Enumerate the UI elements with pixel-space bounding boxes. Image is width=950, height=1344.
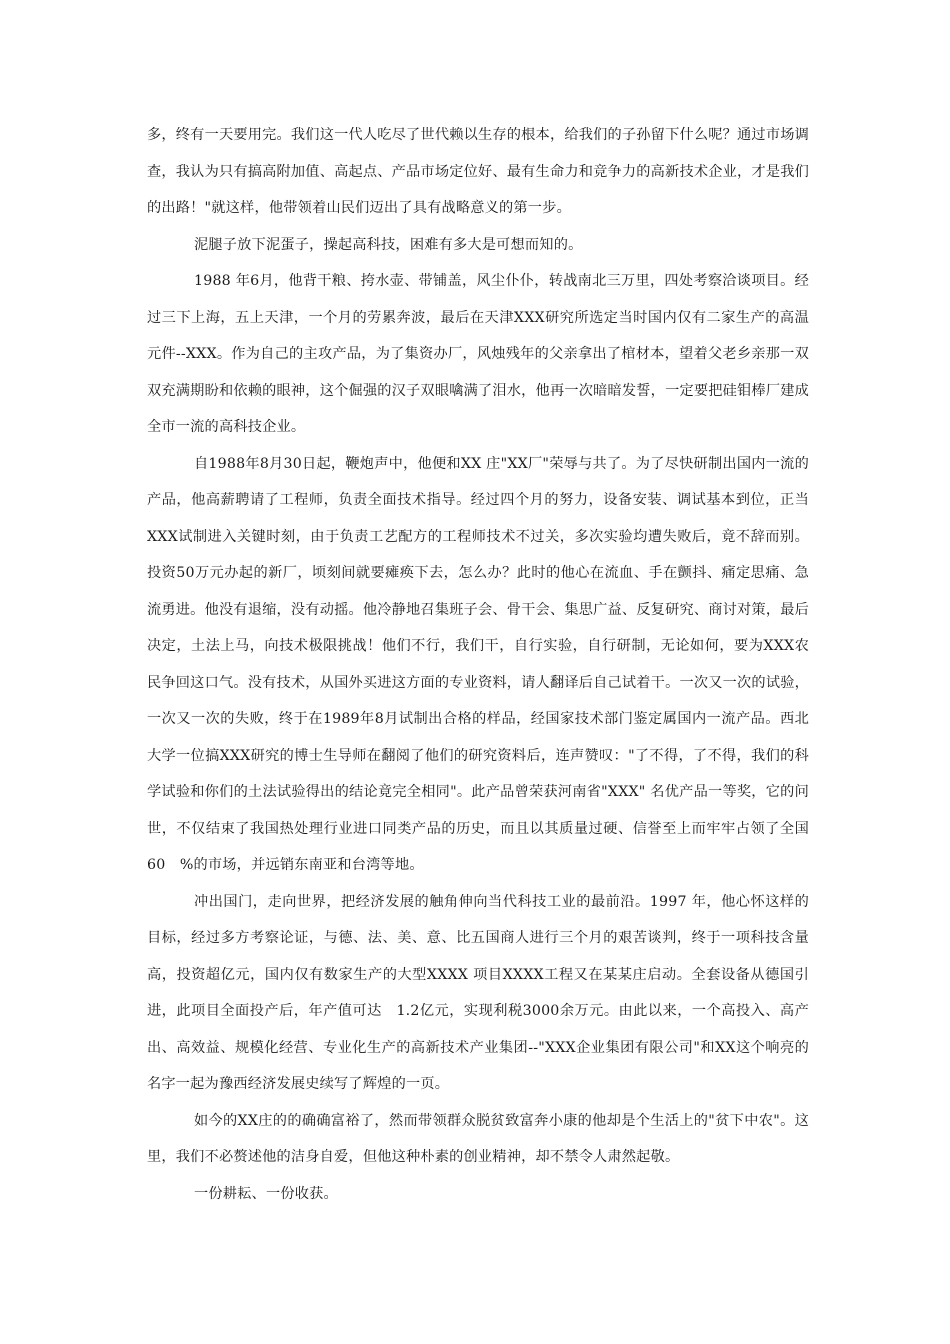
paragraph-5: 冲出国门，走向世界，把经济发展的触角伸向当代科技工业的最前沿。1997 年，他心怀这样的目标，经过多方考察论证，与德、法、美、意、比五国商人进行三个月的艰苦谈判，终于一项科技含量高，投资超亿元，国内仅有数家生产的大型XXXX 项目XXXX工程又在某某庄启动。全套设备从德国引进，此项目全面投产后，年产值可达 1.2亿元，实现利税3000余万元。由此以来，一个高投入、高产出、高效益、规模化经营、专业化生产的高新技术产业集团--"XXX企业集团有限公司"和XX这个响亮的名字一起为豫西经济发展史续写了辉煌的一页。 (147, 893, 809, 1092)
paragraph-4: 自1988年8月30日起，鞭炮声中，他便和XX 庄"XX厂"荣辱与共了。为了尽快研制出国内一流的产品，他高薪聘请了工程师，负责全面技术指导。经过四个月的努力，设备安装、调试基本到位，正当XXX试制进入关键时刻，由于负责工艺配方的工程师技术不过关，多次实验均遭失败后，竟不辞而别。投资50万元办起的新厂，顷刻间就要瘫痪下去，怎么办？此时的他心在流血、手在颤抖、痛定思痛、急流勇进。他没有退缩，没有动摇。他冷静地召集班子会、骨干会、集思广益、反复研究、商讨对策，最后决定，土法上马，向技术极限挑战！他们不行，我们干，自行实验，自行研制，无论如何，要为XXX农民争回这口气。没有技术，从国外买进这方面的专业资料，请人翻译后自己试着干。一次又一次的试验，一次又一次的失败，终于在1989年8月试制出合格的样品，经国家技术部门鉴定属国内一流产品。西北大学一位搞XXX研究的博士生导师在翻阅了他们的研究资料后，连声赞叹："了不得，了不得，我们的科学试验和你们的土法试验得出的结论竟完全相同"。此产品曾荣获河南省"XXX" 名优产品一等奖，它的问世，不仅结束了我国热处理行业进口同类产品的历史，而且以其质量过硬、信誉至上而牢牢占领了全国60 %的市场，并远销东南亚和台湾等地。 (147, 455, 809, 873)
paragraph-3: 1988 年6月，他背干粮、挎水壶、带铺盖，风尘仆仆，转战南北三万里，四处考察洽谈项目。经过三下上海，五上天津，一个月的劳累奔波，最后在天津XXX研究所选定当时国内仅有二家生产的高温元件--XXX。作为自己的主攻产品，为了集资办厂，风烛残年的父亲拿出了棺材本，望着父老乡亲那一双双充满期盼和依赖的眼神，这个倔强的汉子双眼噙满了泪水，他再一次暗暗发誓，一定要把硅钼棒厂建成全市一流的高科技企业。 (147, 273, 809, 435)
document-body (147, 117, 809, 1212)
paragraph-6: 如今的XX庄的的确确富裕了，然而带领群众脱贫致富奔小康的他却是个生活上的"贫下中农"。这里，我们不必赘述他的洁身自爱，但他这种朴素的创业精神，却不禁令人肃然起敬。 (147, 1112, 809, 1165)
paragraph-2: 泥腿子放下泥蛋子，操起高科技，困难有多大是可想而知的。 (194, 236, 583, 253)
paragraph-1: 多，终有一天要用完。我们这一代人吃尽了世代赖以生存的根本，给我们的子孙留下什么呢？通过市场调查，我认为只有搞高附加值、高起点、产品市场定位好、最有生命力和竞争力的高新技术企业，才是我们的出路！"就这样，他带领着山民们迈出了具有战略意义的第一步。 (147, 127, 809, 216)
paragraph-7: 一份耕耘、一份收获。 (194, 1185, 338, 1202)
